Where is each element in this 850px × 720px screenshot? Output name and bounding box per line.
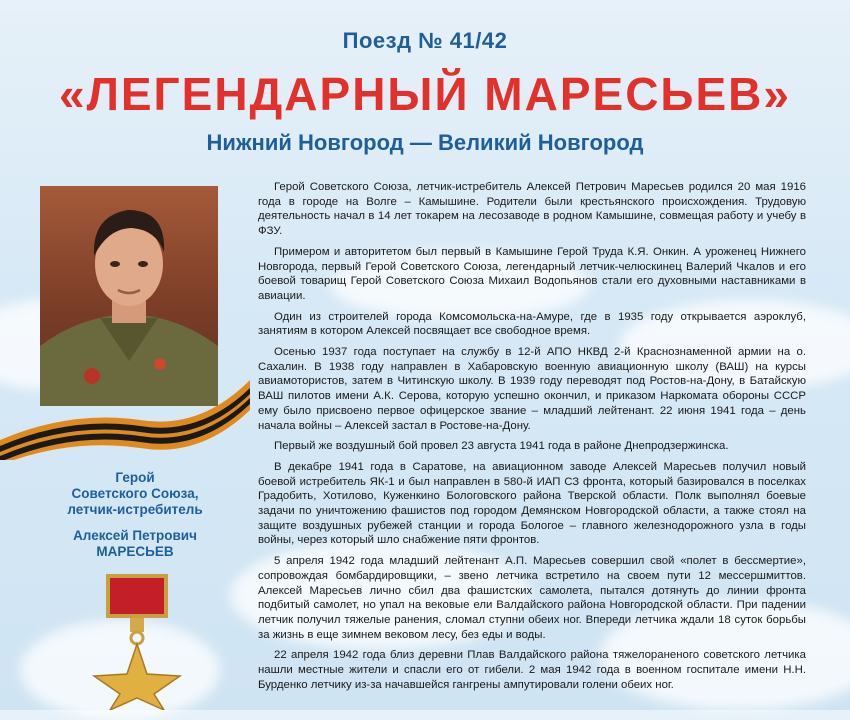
st-george-ribbon — [0, 370, 250, 460]
paragraph: В декабре 1941 года в Саратове, на авиационном заводе Алексей Маресьев получил новый боевой истребитель ЯК-1 и был направлен в 580-й ИАП СЗ фронта, который базировался в поселках Градобить, Хотилово, Куженкино Бологовского района Тверской области. Полк выполнял боевые задачи по уничтожению фашистов под городом Демянском Новгородской области, а также стоял на защите воздушных рубежей станции и города Бологое – главного железнодорожного узла в годы войны, через который шло снабжение пяти фронтов. — [258, 460, 806, 547]
paragraph: Первый же воздушный бой провел 23 августа 1941 года в районе Днепродзержинска. — [274, 440, 729, 453]
train-number: Поезд № 41/42 — [342, 28, 508, 53]
paragraph: Один из строителей города Комсомольска-на-Амуре, где в 1935 году открывается аэроклуб, занятиям в котором Алексей посвящает все свободное время. — [258, 310, 806, 338]
paragraph: Осенью 1937 года поступает на службу в 12-й АПО НКВД 2-й Краснознаменной армии на о. Сахалин. В 1938 году направлен в Хабаровскую военную авиационную школу (ВАШ) на курсы авиамотористов, затем в Читинскую школу. В 1939 году переводят под Ростов-на-Дону, в Батайскую ВАШ пилотов имени А.К. Серова, которую успешно окончил, и приказом Наркомата обороны СССР ему было присвоено первое офицерское звание – младший лейтенант. 22 июня 1941 года – день начала войны – Алексей застал в Ростове-на-Дону. — [258, 346, 806, 432]
caption-line: Герой — [115, 470, 155, 485]
page-title: «ЛЕГЕНДАРНЫЙ МАРЕСЬЕВ» — [59, 68, 791, 120]
paragraph: 5 апреля 1942 года младший лейтенант А.П. Маресьев совершил свой «полет в бессмертие», сопровождая бомбардировщики, – звено летчика встретило на своем пути 12 мессершмиттов. Алексей Маресьев лично сбил два фашистских самолета, пытался дотянуть до линии фронта подбитый самолет, но упал на вековые ели Валдайского района Новгородской области. При падении летчик получил тяжелые ранения, сломал ступни обеих ног. Впереди летчика ждали 18 суток борьбы за жизнь в еще зимнем вековом лесу, без еды и воды. — [258, 555, 806, 641]
biography-text — [258, 180, 806, 699]
gold-star-medal-icon — [92, 572, 182, 710]
caption-line: летчик-истребитель — [67, 502, 203, 517]
paragraph: Герой Советского Союза, летчик-истребитель Алексей Петрович Маресьев родился 20 мая 1916 года в городе на Волге – Камышине. Родители были крестьянского происхождения. Трудовую деятельность начал в 14 лет токарем на лесозаводе в родном Камышине, совмещая работу и учебу в ФЗУ. — [258, 181, 806, 238]
portrait-caption — [30, 470, 240, 560]
route-subtitle: Нижний Новгород — Великий Новгород — [206, 130, 644, 155]
caption-line: Советского Союза, — [71, 486, 199, 501]
caption-line: МАРЕСЬЕВ — [96, 544, 174, 559]
caption-line: Алексей Петрович — [73, 528, 197, 543]
paragraph: 22 апреля 1942 года близ деревни Плав Валдайского района тяжелораненого советского летчика нашли местные жители и спасли его от гибели. 2 мая 1942 года в военном госпитале имени Н.Н. Бурденко летчику из-за начавшейся гангрены ампутировали голени обеих ног. — [258, 649, 806, 691]
paragraph: Примером и авторитетом был первый в Камышине Герой Труда К.Я. Онкин. А уроженец Нижнего Новгорода, первый Герой Советского Союза, легендарный летчик-челюскинец Валерий Чкалов и его боевой товарищ Герой Советского Союза Михаил Водопьянов стали его духовными наставниками в авиации. — [258, 245, 806, 302]
